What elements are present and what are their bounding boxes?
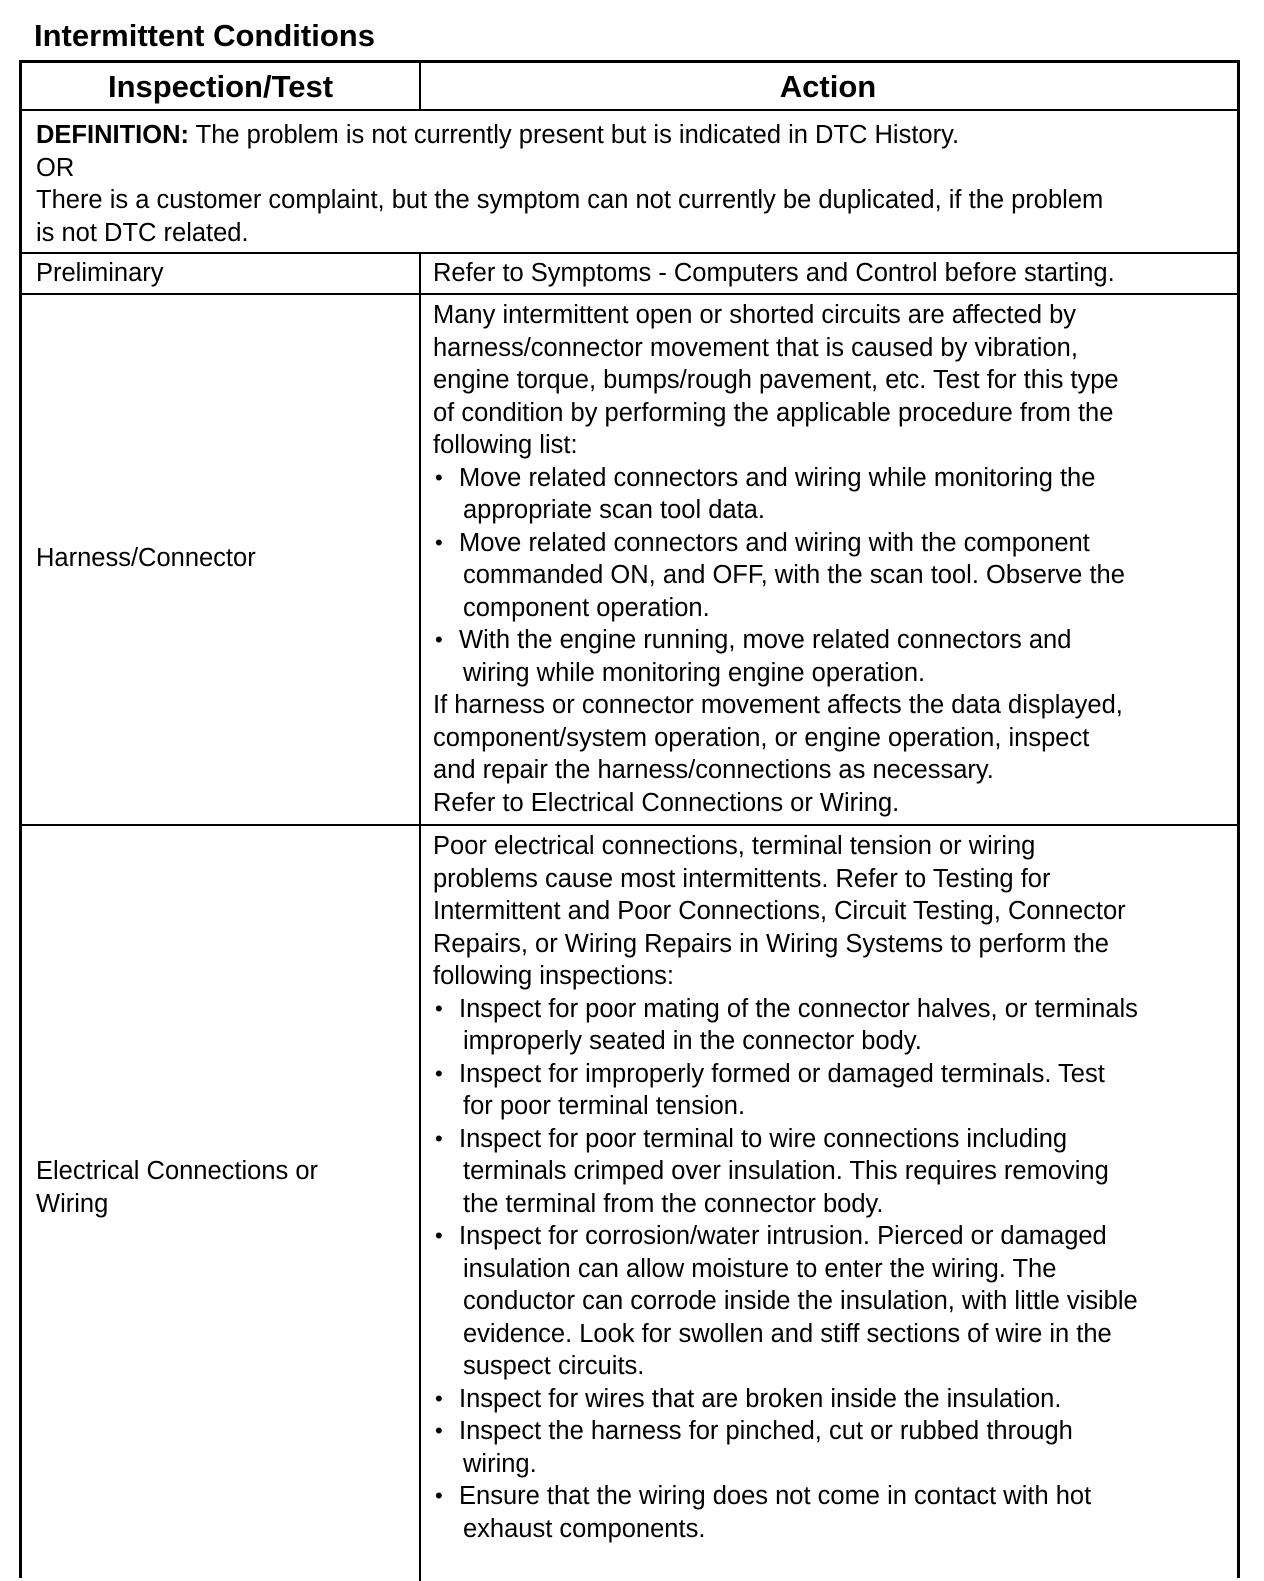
bullet-line: component operation. <box>463 593 710 622</box>
bullet-item <box>433 1058 1227 1123</box>
definition-line-4: is not DTC related. <box>36 218 249 247</box>
bullet-line: Inspect the harness for pinched, cut or rubbed through <box>459 1417 1073 1445</box>
row-divider <box>22 293 1237 295</box>
row-divider <box>22 252 1237 254</box>
bullet-item <box>433 1123 1227 1221</box>
bullet-line: With the engine running, move related connectors and <box>459 626 1072 654</box>
action-line: Refer to Electrical Connections or Wiring. <box>433 788 900 817</box>
action-cell-harness-connector <box>433 299 1227 819</box>
intermittent-conditions-table <box>19 60 1240 1578</box>
bullet-line: Inspect for wires that are broken inside the insulation. <box>459 1384 1062 1413</box>
bullet-line: wiring while monitoring engine operation. <box>463 658 926 687</box>
bullet-line: suspect circuits. <box>463 1352 645 1380</box>
action-cell-electrical-connections <box>433 830 1227 1545</box>
definition-line-2: OR <box>36 153 75 182</box>
bullet-line: improperly seated in the connector body. <box>463 1027 922 1055</box>
action-line: Refer to Symptoms - Computers and Control before starting. <box>433 259 1115 287</box>
test-cell-electrical-connections <box>36 1155 406 1220</box>
test-cell-preliminary: Preliminary <box>36 259 164 287</box>
bullet-line: Move related connectors and wiring with the component <box>459 528 1090 557</box>
row-divider <box>22 109 1237 111</box>
bullet-icon: • <box>435 1418 443 1443</box>
action-line: following list: <box>433 431 578 459</box>
bullet-line: wiring. <box>463 1449 537 1478</box>
definition-line-3: There is a customer complaint, but the symptom can not currently be duplicated, if the problem <box>36 186 1104 214</box>
bullet-line: Inspect for poor mating of the connector halves, or terminals <box>459 994 1138 1023</box>
bullet-line: conductor can corrode inside the insulation, with little visible <box>463 1287 1138 1315</box>
bullet-icon: • <box>435 464 443 490</box>
column-divider <box>419 252 421 1581</box>
bullet-line: terminals crimped over insulation. This requires removing <box>463 1157 1109 1185</box>
bullet-item <box>433 1220 1227 1383</box>
action-cell-preliminary <box>433 257 1227 290</box>
bullet-item <box>433 1415 1227 1480</box>
bullet-icon: • <box>435 627 443 652</box>
bullet-line: Ensure that the wiring does not come in contact with hot <box>459 1482 1092 1510</box>
definition-line-1 <box>36 119 1223 152</box>
bullet-line: Inspect for improperly formed or damaged terminals. Test <box>459 1059 1105 1088</box>
bullet-item <box>433 1480 1227 1545</box>
bullet-line: Inspect for corrosion/water intrusion. Pierced or damaged <box>459 1222 1107 1250</box>
column-divider <box>419 63 421 111</box>
bullet-line: insulation can allow moisture to enter the wiring. The <box>463 1254 1057 1283</box>
action-line: engine torque, bumps/rough pavement, etc. Test for this type <box>433 366 1119 394</box>
bullet-icon: • <box>435 995 443 1021</box>
bullet-item <box>433 993 1227 1058</box>
header-action: Action <box>779 69 877 104</box>
test-line: Electrical Connections or <box>36 1157 319 1185</box>
row-divider <box>22 824 1237 826</box>
bullet-line: exhaust components. <box>463 1514 706 1543</box>
bullet-line: the terminal from the connector body. <box>463 1189 884 1218</box>
action-line: Intermittent and Poor Connections, Circuit Testing, Connector <box>433 897 1126 925</box>
test-line: Wiring <box>36 1189 109 1218</box>
bullet-icon: • <box>435 1060 443 1086</box>
definition-cell <box>36 119 1223 249</box>
definition-text: The problem is not currently present but is indicated in DTC History. <box>189 121 960 149</box>
action-line: of condition by performing the applicable procedure from the <box>433 398 1114 427</box>
bullet-line: Move related connectors and wiring while monitoring the <box>459 463 1096 492</box>
bullet-item <box>433 462 1227 527</box>
action-line: If harness or connector movement affects the data displayed, <box>433 691 1123 719</box>
action-line: and repair the harness/connections as necessary. <box>433 756 994 784</box>
action-line: problems cause most intermittents. Refer to Testing for <box>433 864 1051 893</box>
action-line: Poor electrical connections, terminal tension or wiring <box>433 832 1036 860</box>
action-line: following inspections: <box>433 962 674 990</box>
definition-label: DEFINITION: <box>36 121 189 149</box>
bullet-icon: • <box>435 1483 443 1508</box>
action-line: Repairs, or Wiring Repairs in Wiring Systems to perform the <box>433 929 1109 958</box>
bullet-line: for poor terminal tension. <box>463 1092 746 1120</box>
bullet-line: evidence. Look for swollen and stiff sections of wire in the <box>463 1319 1112 1348</box>
action-line: Many intermittent open or shorted circuits are affected by <box>433 301 1077 329</box>
bullet-item <box>433 1383 1227 1416</box>
bullet-icon: • <box>435 1223 443 1248</box>
bullet-icon: • <box>435 529 443 555</box>
bullet-icon: • <box>435 1385 443 1411</box>
header-inspection-test: Inspection/Test <box>107 69 334 104</box>
bullet-line: appropriate scan tool data. <box>463 496 765 524</box>
test-cell-harness-connector: Harness/Connector <box>36 544 256 572</box>
bullet-line: commanded ON, and OFF, with the scan tool. Observe the <box>463 561 1125 589</box>
action-line: harness/connector movement that is caused by vibration, <box>433 333 1078 362</box>
bullet-icon: • <box>435 1125 443 1151</box>
page-title: Intermittent Conditions <box>34 18 375 53</box>
bullet-item <box>433 527 1227 625</box>
action-line: component/system operation, or engine operation, inspect <box>433 723 1090 752</box>
bullet-line: Inspect for poor terminal to wire connections including <box>459 1124 1068 1153</box>
bullet-item <box>433 624 1227 689</box>
